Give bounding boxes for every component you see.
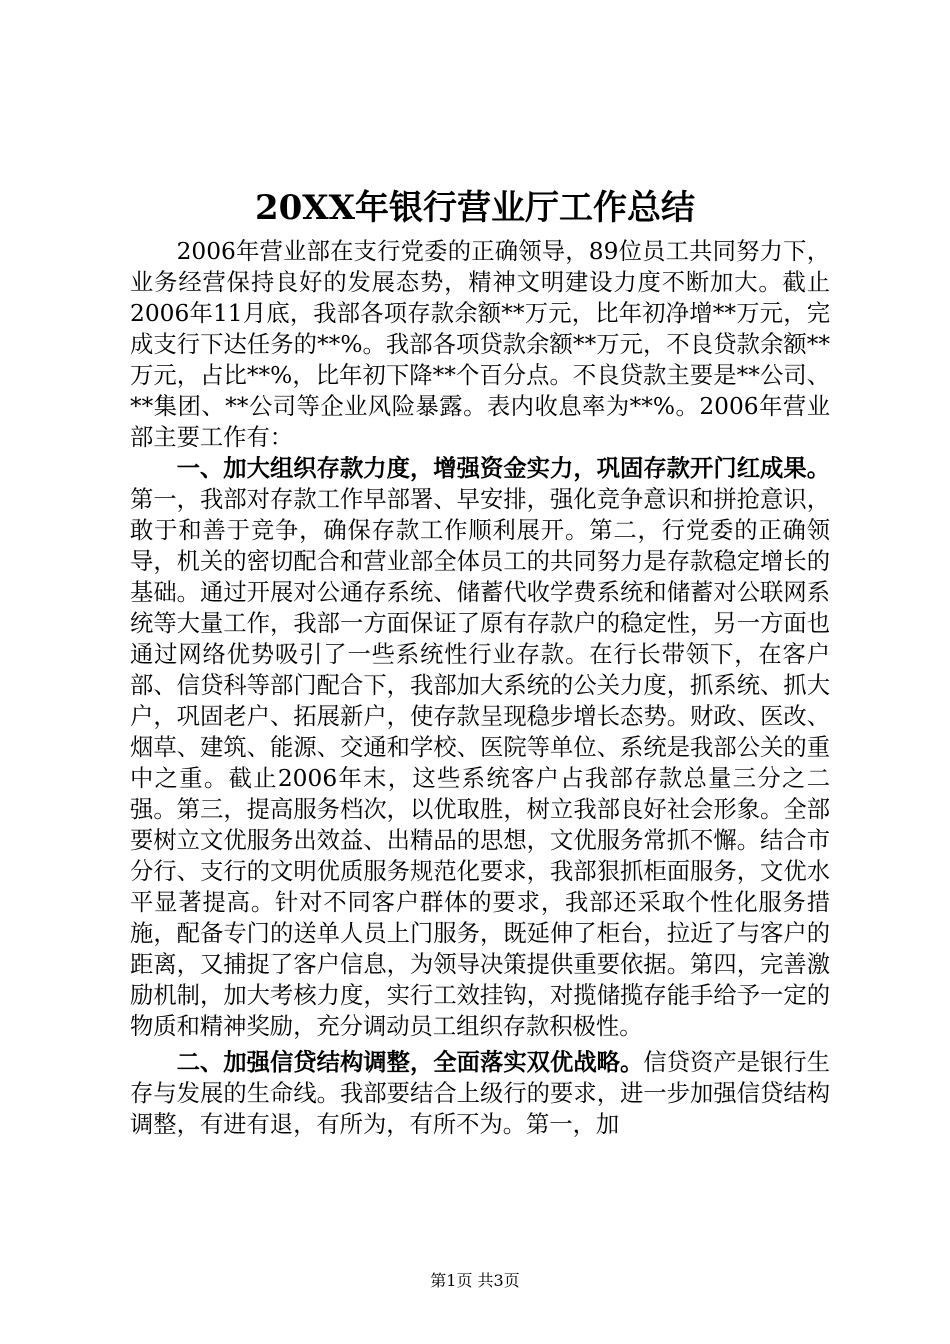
document-title: 20XX年银行营业厅工作总结 — [254, 188, 696, 228]
paragraph-credit — [130, 1047, 830, 1140]
paragraph-intro — [130, 236, 830, 453]
document-body — [130, 236, 830, 1140]
section-heading-credit: 二、加强信贷结构调整，全面落实双优战略。 — [176, 1049, 644, 1076]
paragraph-deposit — [130, 453, 830, 1042]
page-number-footer: 第1页 共3页 — [430, 1271, 520, 1290]
paragraph-intro-text: 2006年营业部在支行党委的正确领导，89位员工共同努力下，业务经营保持良好的发展态势，精神文明建设力度不断加大。截止2006年11月底，我部各项存款余额**万元，比年初净增**万元，完成支行下达任务的**%。我部各项贷款余额**万元，不良贷款余额**万元，占比**%，比年初下降**个百分点。不良贷款主要是**公司、**集团、**公司等企业风险暴露。表内收息率为**%。2006年营业部主要工作有： — [130, 238, 830, 451]
section-heading-deposit: 一、加大组织存款力度，增强资金实力，巩固存款开门红成果。 — [176, 455, 830, 482]
paragraph-deposit-text: 第一，我部对存款工作早部署、早安排，强化竞争意识和拼抢意识，敢于和善于竞争，确保存款工作顺利展开。第二，行党委的正确领导，机关的密切配合和营业部全体员工的共同努力是存款稳定增长的基础。通过开展对公通存系统、储蓄代收学费系统和储蓄对公联网系统等大量工作，我部一方面保证了原有存款户的稳定性，另一方面也通过网络优势吸引了一些系统性行业存款。在行长带领下，在客户部、信贷科等部门配合下，我部加大系统的公关力度，抓系统、抓大户，巩固老户、拓展新户，使存款呈现稳步增长态势。财政、医改、烟草、建筑、能源、交通和学校、医院等单位、系统是我部公关的重中之重。截止2006年末，这些系统客户占我部存款总量三分之二强。第三，提高服务档次，以优取胜，树立我部良好社会形象。全部要树立文优服务出效益、出精品的思想，文优服务常抓不懈。结合市分行、支行的文明优质服务规范化要求，我部狠抓柜面服务，文优水平显著提高。针对不同客户群体的要求，我部还采取个性化服务措施，配备专门的送单人员上门服务，既延伸了柜台，拉近了与客户的距离，又捕捉了客户信息，为领导决策提供重要依据。第四，完善激励机制，加大考核力度，实行工效挂钩，对揽储揽存能手给予一定的物质和精神奖励，充分调动员工组织存款积极性。 — [130, 486, 830, 1040]
paragraph-credit-text: 信贷资产是银行生存与发展的生命线。我部要结合上级行的要求，进一步加强信贷结构调整，有进有退，有所为，有所不为。第一，加 — [130, 1049, 831, 1138]
